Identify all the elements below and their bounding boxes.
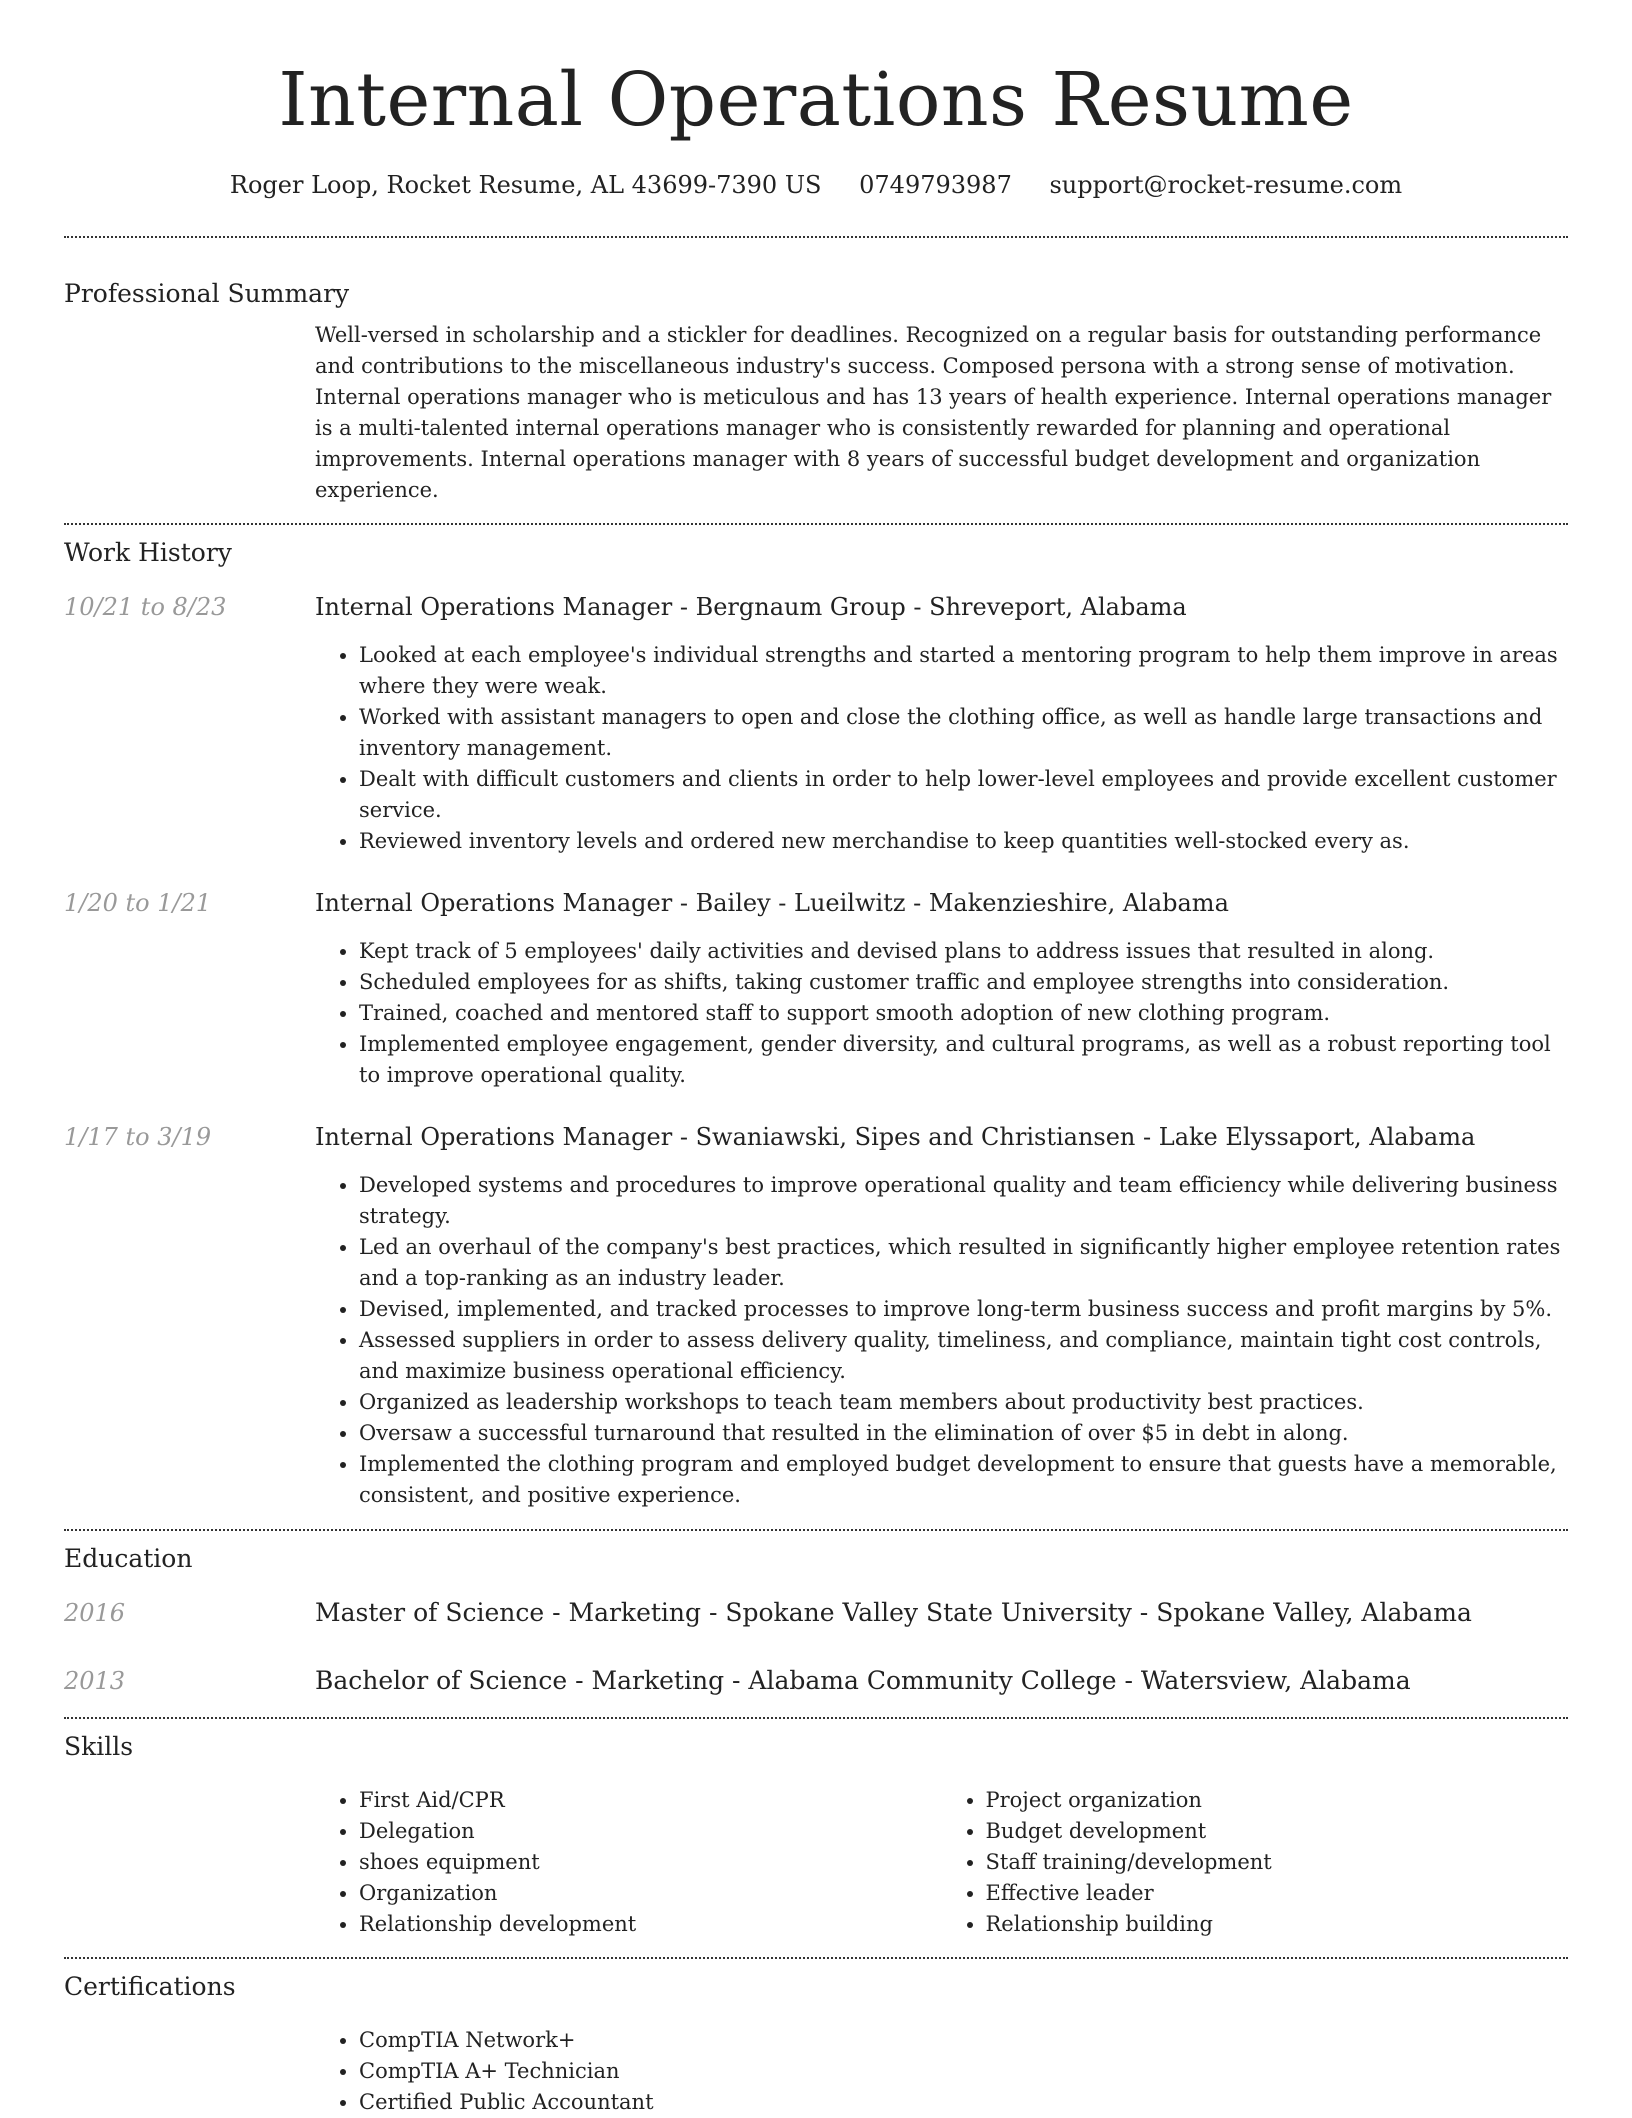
list-item: • Assessed suppliers in order to assess delivery quality, timeliness, and compliance, maintain tight cost controls, and maximize business operational efficiency. [359,1325,1568,1387]
education-section [64,1531,1568,1697]
list-item: • Effective leader [986,1878,1569,1909]
list-item: • Delegation [359,1816,942,1847]
certifications-list [315,2025,1568,2118]
list-item: • Reviewed inventory levels and ordered new merchandise to keep quantities well-stocked every as. [359,826,1568,857]
contact-address: Roger Loop, Rocket Resume, AL 43699-7390 US [229,171,822,199]
list-item: • Organization [359,1878,942,1909]
education-entry [64,1665,1568,1697]
list-item: • CompTIA Network+ [359,2025,1568,2056]
education-degree: Bachelor of Science - Marketing - Alabama Community College - Watersview, Alabama [315,1666,1411,1695]
list-item: • Dealt with difficult customers and clients in order to help lower-level employees and provide excellent customer service. [359,764,1568,826]
list-item: • Trained, coached and mentored staff to support smooth adoption of new clothing program. [359,998,1568,1029]
education-degree: Master of Science - Marketing - Spokane Valley State University - Spokane Valley, Alabama [315,1598,1472,1627]
summary-section [64,238,1568,506]
contact-line [64,170,1568,200]
list-item: • Oversaw a successful turnaround that resulted in the elimination of over $5 in debt in along. [359,1418,1568,1449]
skills-list-right [942,1785,1569,1940]
summary-heading: Professional Summary [64,279,350,308]
education-year: 2016 [64,1599,126,1627]
education-heading: Education [64,1544,193,1573]
job-entry [64,591,1568,857]
list-item: • Relationship development [359,1909,942,1940]
skills-section [64,1719,1568,1940]
list-item: • Scheduled employees for as shifts, taking customer traffic and employee strengths into consideration. [359,967,1568,998]
job-dates: 1/20 to 1/21 [64,889,212,917]
job-entry [64,1121,1568,1511]
job-bullets [315,640,1568,857]
skills-heading: Skills [64,1732,134,1761]
list-item: • First Aid/CPR [359,1785,942,1816]
list-item: • Certified Public Accountant [359,2087,1568,2118]
contact-phone: 0749793987 [859,171,1012,199]
resume-page [64,0,1568,2118]
job-bullets [315,1170,1568,1511]
job-title: Internal Operations Manager - Bergnaum Group - Shreveport, Alabama [315,593,1187,621]
list-item: • Worked with assistant managers to open and close the clothing office, as well as handle large transactions and inventory management. [359,702,1568,764]
list-item: • Implemented the clothing program and employed budget development to ensure that guests have a memorable, consistent, and positive experience. [359,1449,1568,1511]
contact-email: support@rocket-resume.com [1049,171,1403,199]
list-item: • Led an overhaul of the company's best practices, which resulted in significantly higher employee retention rates and a top-ranking as an industry leader. [359,1232,1568,1294]
list-item: • Project organization [986,1785,1569,1816]
list-item: • Devised, implemented, and tracked processes to improve long-term business success and profit margins by 5%. [359,1294,1568,1325]
list-item: • Relationship building [986,1909,1569,1940]
list-item: • Organized as leadership workshops to teach team members about productivity best practices. [359,1387,1568,1418]
job-title: Internal Operations Manager - Bailey - Lueilwitz - Makenzieshire, Alabama [315,889,1229,917]
job-dates: 1/17 to 3/19 [64,1123,212,1151]
work-history-section [64,525,1568,1511]
education-year: 2013 [64,1667,126,1695]
resume-title: Internal Operations Resume [278,57,1354,143]
job-entry [64,887,1568,1091]
job-dates: 10/21 to 8/23 [64,593,227,621]
list-item: • Budget development [986,1816,1569,1847]
list-item: • Looked at each employee's individual strengths and started a mentoring program to help them improve in areas where they were weak. [359,640,1568,702]
summary-text: Well-versed in scholarship and a stickler for deadlines. Recognized on a regular basis for outstanding performance and contributions to the miscellaneous industry's success. Composed persona with a strong sense of motivation. Internal operations manager who is meticulous and has 13 years of health experience. Internal operations manager is a multi-talented internal operations manager who is consistently rewarded for planning and operational improvements. Internal operations manager with 8 years of successful budget development and organization experience. [315,323,1552,502]
list-item: • Implemented employee engagement, gender diversity, and cultural programs, as well as a robust reporting tool to improve operational quality. [359,1029,1568,1091]
job-title: Internal Operations Manager - Swaniawski, Sipes and Christiansen - Lake Elyssaport, Alabama [315,1123,1476,1151]
list-item: • Staff training/development [986,1847,1569,1878]
list-item: • shoes equipment [359,1847,942,1878]
skills-list-left [315,1785,942,1940]
list-item: • Kept track of 5 employees' daily activities and devised plans to address issues that resulted in along. [359,936,1568,967]
certifications-section [64,1959,1568,2118]
work-history-heading: Work History [64,538,232,567]
job-bullets [315,936,1568,1091]
education-entry [64,1597,1568,1629]
list-item: • Developed systems and procedures to improve operational quality and team efficiency while delivering business strategy. [359,1170,1568,1232]
certifications-heading: Certifications [64,1972,236,2001]
list-item: • CompTIA A+ Technician [359,2056,1568,2087]
